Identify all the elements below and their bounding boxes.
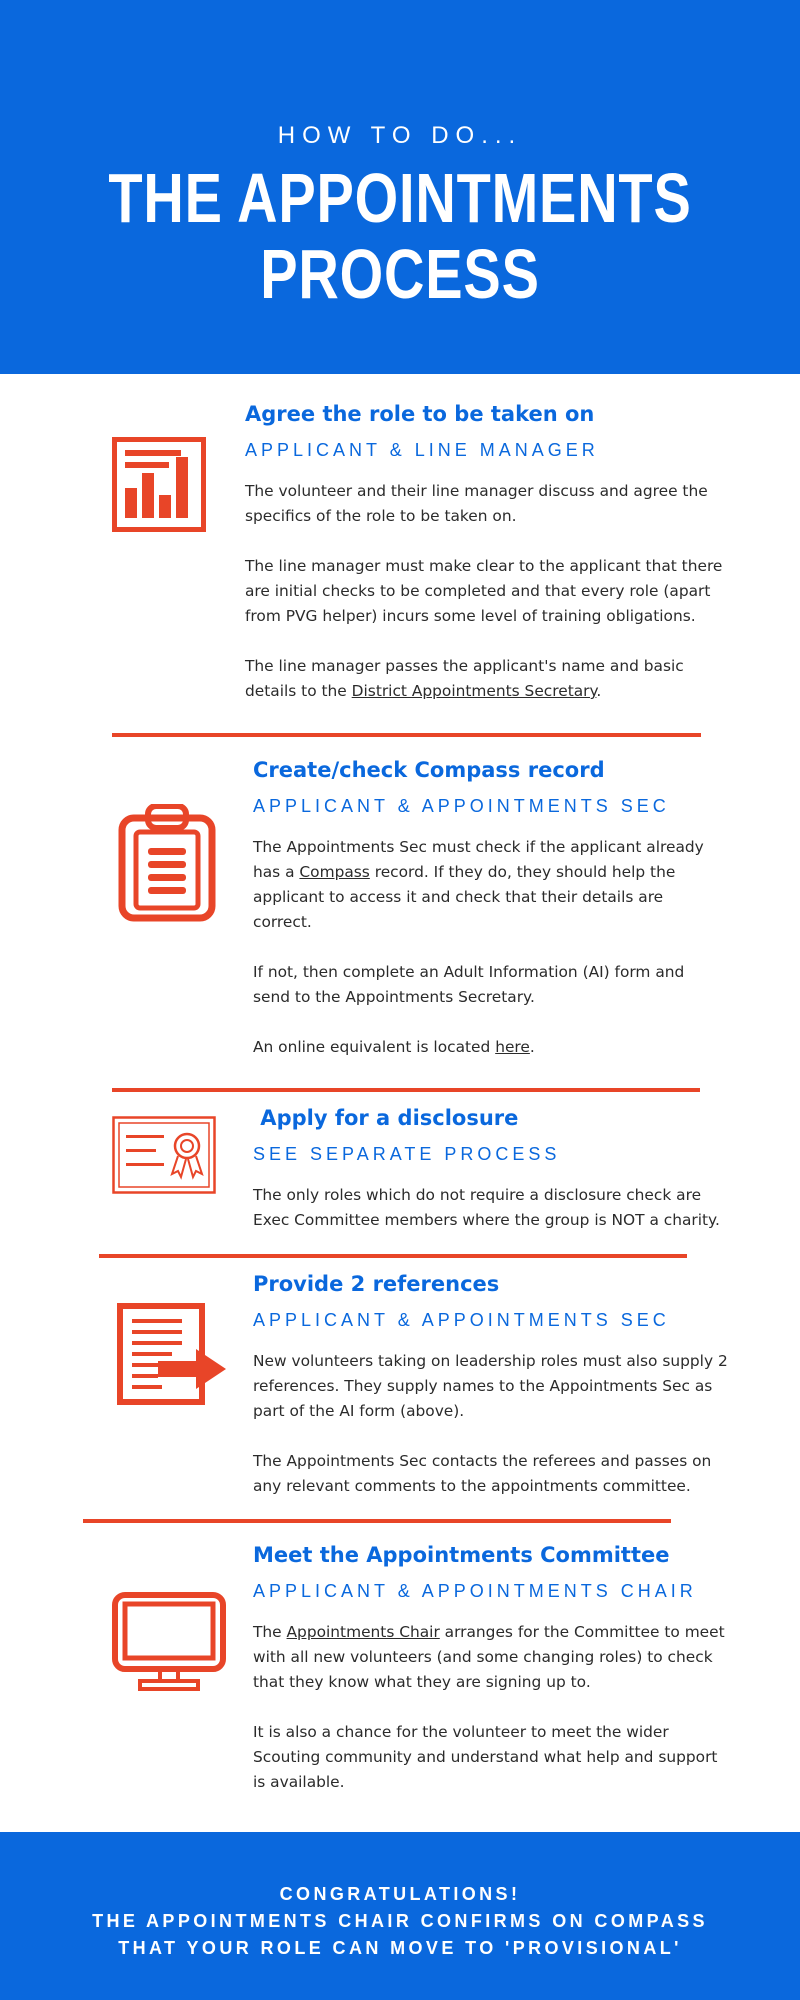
step-role: SEE SEPARATE PROCESS (253, 1144, 561, 1164)
step-role: APPLICANT & LINE MANAGER (245, 440, 599, 460)
certificate-icon (112, 1116, 216, 1198)
document-arrow-icon (116, 1303, 228, 1411)
district-appointments-secretary-link[interactable]: District Appointments Secretary (351, 682, 597, 700)
step-paragraph: If not, then complete an Adult Information (AI) form and send to the Appointments Secretary. (253, 963, 685, 1006)
section-divider (83, 1519, 671, 1523)
step-title: Agree the role to be taken on (245, 402, 595, 426)
header-banner (0, 0, 800, 374)
compass-link[interactable]: Compass (299, 863, 370, 881)
footer-line-3: THAT YOUR ROLE CAN MOVE TO 'PROVISIONAL' (118, 1938, 682, 1958)
step-paragraph: The Appointments Sec contacts the referees and passes on any relevant comments to the appointments committee. (253, 1452, 712, 1495)
page-title (80, 160, 720, 312)
step-paragraph: The line manager must make clear to the applicant that there are initial checks to be completed and that every role (apart from PVG helper) incurs some level of training obligations. (245, 557, 723, 625)
step-title: Create/check Compass record (253, 758, 605, 782)
step-paragraph: New volunteers taking on leadership roles must also supply 2 references. They supply names to the Appointments Sec as part of the AI form (above). (253, 1352, 728, 1420)
step-title: Provide 2 references (253, 1272, 500, 1296)
step-paragraph: The Appointments Sec must check if the applicant already has a Compass record. If they do, they should help the applicant to access it and check that their details are correct. (253, 838, 704, 931)
footer-line-1: CONGRATULATIONS! (279, 1884, 521, 1904)
section-divider (112, 733, 701, 737)
section-divider (112, 1088, 700, 1092)
step-role: APPLICANT & APPOINTMENTS SEC (253, 796, 670, 816)
online-form-link[interactable]: here (495, 1038, 530, 1056)
bar-chart-icon (112, 437, 206, 536)
step-paragraph: The line manager passes the applicant's name and basic details to the District Appointments Secretary. (245, 657, 684, 700)
step-role: APPLICANT & APPOINTMENTS CHAIR (253, 1581, 697, 1601)
footer-line-2: THE APPOINTMENTS CHAIR CONFIRMS ON COMPASS (92, 1911, 708, 1931)
step-title: Meet the Appointments Committee (253, 1543, 670, 1567)
step-paragraph: The only roles which do not require a disclosure check are Exec Committee members where the group is NOT a charity. (253, 1186, 720, 1229)
monitor-icon (112, 1592, 226, 1696)
title-line-2: PROCESS (260, 235, 540, 313)
step-paragraph: The volunteer and their line manager discuss and agree the specifics of the role to be taken on. (245, 482, 708, 525)
step-paragraph: The Appointments Chair arranges for the Committee to meet with all new volunteers (and some changing roles) to check that they know what they are signing up to. (253, 1623, 725, 1691)
step-role: APPLICANT & APPOINTMENTS SEC (253, 1310, 670, 1330)
step-paragraph: It is also a chance for the volunteer to meet the wider Scouting community and understand what help and support is available. (253, 1723, 718, 1791)
header-kicker: HOW TO DO... (277, 122, 523, 149)
step-paragraph: An online equivalent is located here. (253, 1038, 535, 1056)
title-line-1: THE APPOINTMENTS (108, 159, 692, 237)
footer-banner (0, 1832, 800, 2000)
clipboard-icon (118, 804, 216, 926)
appointments-chair-link[interactable]: Appointments Chair (286, 1623, 440, 1641)
section-divider (99, 1254, 687, 1258)
step-title: Apply for a disclosure (253, 1106, 519, 1130)
